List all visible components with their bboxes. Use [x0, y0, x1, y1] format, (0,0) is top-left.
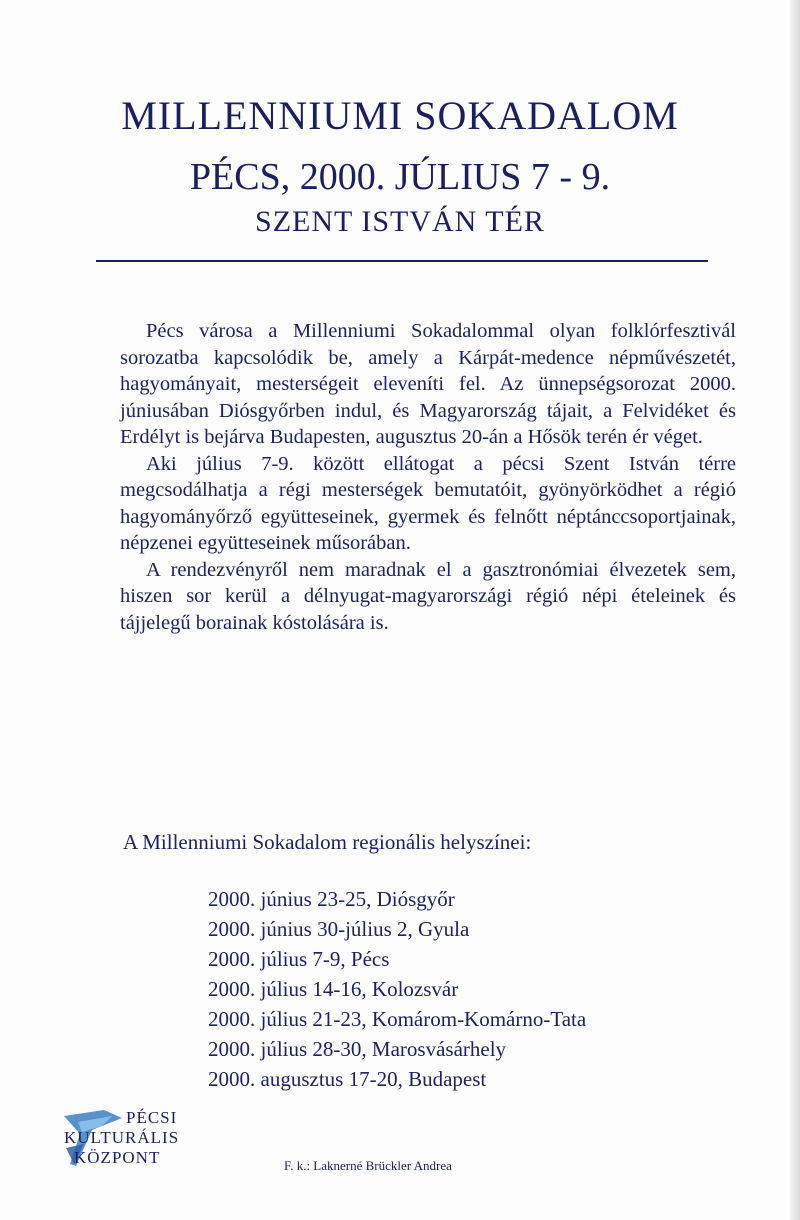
- event-date-heading: PÉCS, 2000. JÚLIUS 7 - 9.: [189, 156, 611, 198]
- body-text: [120, 318, 736, 636]
- body-paragraph: A rendezvényről nem maradnak el a gasztronómiai élvezetek sem, hiszen sor kerül a délnyugat-magyarországi régió népi ételeinek és tájjelegű borainak kóstolására is.: [120, 558, 736, 634]
- list-item: 2000. július 14-16, Kolozsvár: [208, 977, 459, 1001]
- logo-text-line: KÖZPONT: [74, 1148, 161, 1167]
- pecsi-kulturalis-kozpont-logo: [62, 1108, 222, 1170]
- credit-line: F. k.: Laknerné Brückler Andrea: [284, 1158, 452, 1173]
- document-title: MILLENNIUMI SOKADALOM: [121, 93, 679, 138]
- venue-heading: SZENT ISTVÁN TÉR: [255, 205, 545, 238]
- logo-text-line: KULTURÁLIS: [64, 1128, 180, 1147]
- list-item: 2000. július 28-30, Marosvásárhely: [208, 1037, 507, 1061]
- logo-text-line: PÉCSI: [126, 1108, 178, 1127]
- body-paragraph: Aki július 7-9. között ellátogat a pécsi Szent István térre megcsodálhatja a régi mesterségek bemutatóit, gyönyörködhet a régió hagyományőrző együtteseinek, gyermek és felnőtt néptánccsoportjainak, népzenei együtteseinek műsorában.: [120, 452, 736, 554]
- list-item: 2000. július 7-9, Pécs: [208, 947, 390, 971]
- list-item: 2000. június 23-25, Diósgyőr: [208, 887, 455, 911]
- list-item: 2000. június 30-július 2, Gyula: [208, 917, 470, 941]
- sites-list: [208, 884, 586, 1094]
- sites-heading: A Millenniumi Sokadalom regionális helyszínei:: [123, 830, 532, 854]
- body-paragraph: Pécs városa a Millenniumi Sokadalommal olyan folklórfesztivál sorozatba kapcsolódik be, amely a Kárpát-medence népművészetét, hagyományait, mesterségeit eleveníti fel. Az ünnepségsorozat 2000. júniusában Diósgyőrben indul, és Magyarország tájait, a Felvidéket és Erdélyt is bejárva Budapesten, augusztus 20-án a Hősök terén ér véget.: [120, 320, 736, 448]
- header-divider: [96, 260, 708, 262]
- list-item: 2000. július 21-23, Komárom-Komárno-Tata: [208, 1007, 587, 1031]
- list-item: 2000. augusztus 17-20, Budapest: [208, 1067, 487, 1091]
